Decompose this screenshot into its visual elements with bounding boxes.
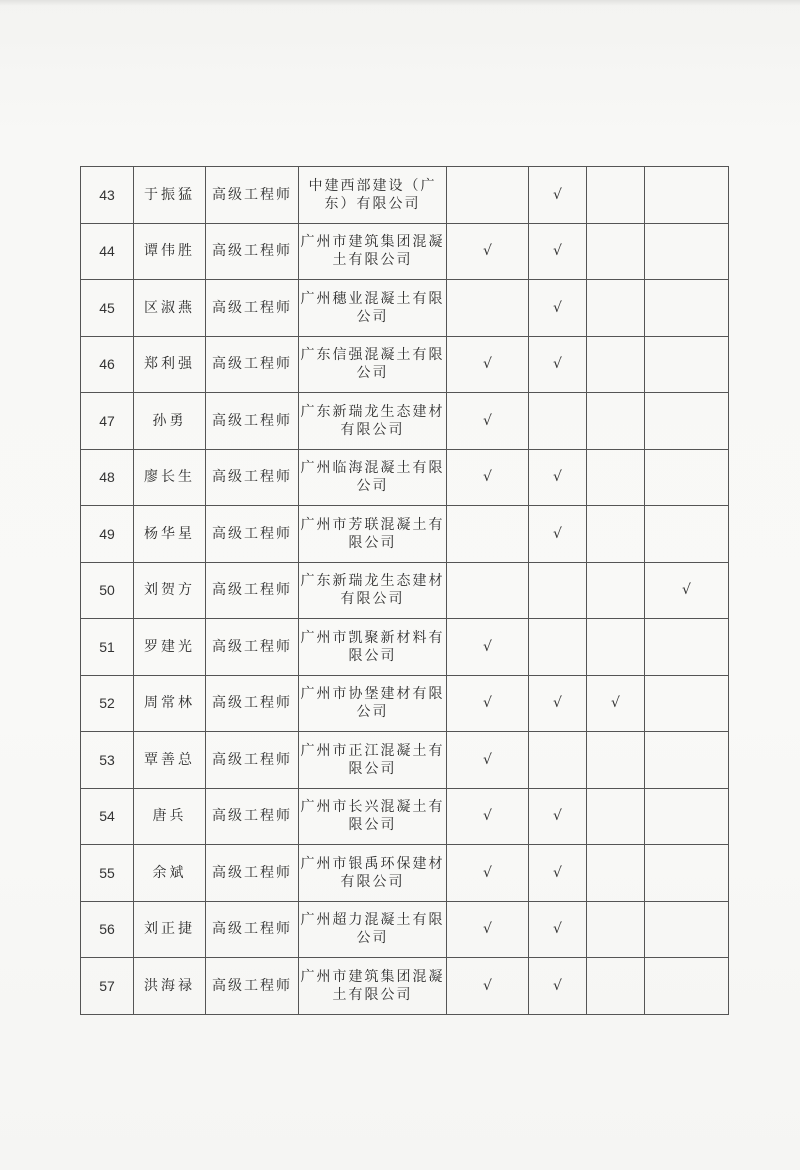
company-name: 广州市正江混凝土有限公司 — [299, 732, 447, 789]
professional-title: 高级工程师 — [206, 562, 299, 619]
check-cell-1: √ — [447, 732, 529, 789]
row-number: 50 — [81, 562, 134, 619]
check-cell-1 — [447, 167, 529, 224]
check-cell-2 — [529, 619, 587, 676]
row-number: 53 — [81, 732, 134, 789]
expert-table — [80, 166, 729, 1015]
check-cell-2: √ — [529, 901, 587, 958]
check-cell-4 — [645, 280, 729, 337]
check-cell-3 — [587, 732, 645, 789]
table-row — [81, 167, 729, 224]
table-row — [81, 619, 729, 676]
check-cell-3 — [587, 958, 645, 1015]
professional-title: 高级工程师 — [206, 393, 299, 450]
check-cell-3 — [587, 393, 645, 450]
check-cell-3 — [587, 223, 645, 280]
company-name: 广州超力混凝土有限公司 — [299, 901, 447, 958]
table-row — [81, 675, 729, 732]
person-name: 罗建光 — [134, 619, 206, 676]
company-name: 广东新瑞龙生态建材有限公司 — [299, 562, 447, 619]
row-number: 52 — [81, 675, 134, 732]
row-number: 45 — [81, 280, 134, 337]
professional-title: 高级工程师 — [206, 449, 299, 506]
check-cell-2 — [529, 732, 587, 789]
check-cell-4 — [645, 788, 729, 845]
person-name: 谭伟胜 — [134, 223, 206, 280]
check-cell-4 — [645, 675, 729, 732]
person-name: 郑利强 — [134, 336, 206, 393]
professional-title: 高级工程师 — [206, 958, 299, 1015]
check-cell-2: √ — [529, 506, 587, 563]
check-cell-4 — [645, 393, 729, 450]
check-cell-4: √ — [645, 562, 729, 619]
check-cell-1: √ — [447, 675, 529, 732]
table-row — [81, 845, 729, 902]
check-cell-2: √ — [529, 788, 587, 845]
check-cell-4 — [645, 619, 729, 676]
table-row — [81, 336, 729, 393]
check-cell-4 — [645, 732, 729, 789]
check-cell-3 — [587, 845, 645, 902]
scan-edge — [0, 0, 800, 6]
table-row — [81, 958, 729, 1015]
check-cell-4 — [645, 506, 729, 563]
check-cell-3 — [587, 788, 645, 845]
person-name: 唐兵 — [134, 788, 206, 845]
company-name: 广东新瑞龙生态建材有限公司 — [299, 393, 447, 450]
person-name: 于振猛 — [134, 167, 206, 224]
check-cell-1: √ — [447, 788, 529, 845]
person-name: 覃善总 — [134, 732, 206, 789]
check-cell-1: √ — [447, 223, 529, 280]
check-cell-2: √ — [529, 958, 587, 1015]
table-body — [81, 167, 729, 1015]
person-name: 孙勇 — [134, 393, 206, 450]
row-number: 51 — [81, 619, 134, 676]
table-row — [81, 223, 729, 280]
person-name: 余斌 — [134, 845, 206, 902]
check-cell-1: √ — [447, 845, 529, 902]
row-number: 48 — [81, 449, 134, 506]
row-number: 44 — [81, 223, 134, 280]
professional-title: 高级工程师 — [206, 788, 299, 845]
company-name: 广州穗业混凝土有限公司 — [299, 280, 447, 337]
check-cell-1: √ — [447, 958, 529, 1015]
professional-title: 高级工程师 — [206, 845, 299, 902]
person-name: 洪海禄 — [134, 958, 206, 1015]
row-number: 49 — [81, 506, 134, 563]
check-cell-2: √ — [529, 280, 587, 337]
check-cell-3 — [587, 336, 645, 393]
table-row — [81, 506, 729, 563]
person-name: 周常林 — [134, 675, 206, 732]
table-row — [81, 732, 729, 789]
check-cell-2 — [529, 393, 587, 450]
check-cell-1: √ — [447, 619, 529, 676]
professional-title: 高级工程师 — [206, 675, 299, 732]
check-cell-4 — [645, 449, 729, 506]
row-number: 47 — [81, 393, 134, 450]
check-cell-1: √ — [447, 336, 529, 393]
table-row — [81, 393, 729, 450]
table-row — [81, 562, 729, 619]
row-number: 55 — [81, 845, 134, 902]
check-cell-2: √ — [529, 223, 587, 280]
check-cell-3: √ — [587, 675, 645, 732]
check-cell-3 — [587, 619, 645, 676]
table-row — [81, 788, 729, 845]
company-name: 广州市建筑集团混凝土有限公司 — [299, 223, 447, 280]
company-name: 广东信强混凝土有限公司 — [299, 336, 447, 393]
check-cell-1: √ — [447, 901, 529, 958]
company-name: 广州市芳联混凝土有限公司 — [299, 506, 447, 563]
company-name: 广州市协堡建材有限公司 — [299, 675, 447, 732]
company-name: 广州临海混凝土有限公司 — [299, 449, 447, 506]
check-cell-4 — [645, 901, 729, 958]
table-row — [81, 901, 729, 958]
person-name: 区淑燕 — [134, 280, 206, 337]
person-name: 杨华星 — [134, 506, 206, 563]
professional-title: 高级工程师 — [206, 732, 299, 789]
row-number: 43 — [81, 167, 134, 224]
company-name: 广州市银禹环保建材有限公司 — [299, 845, 447, 902]
row-number: 57 — [81, 958, 134, 1015]
professional-title: 高级工程师 — [206, 336, 299, 393]
check-cell-4 — [645, 167, 729, 224]
check-cell-3 — [587, 167, 645, 224]
check-cell-3 — [587, 449, 645, 506]
row-number: 54 — [81, 788, 134, 845]
check-cell-1 — [447, 562, 529, 619]
check-cell-4 — [645, 845, 729, 902]
company-name: 广州市建筑集团混凝土有限公司 — [299, 958, 447, 1015]
company-name: 广州市长兴混凝土有限公司 — [299, 788, 447, 845]
row-number: 56 — [81, 901, 134, 958]
professional-title: 高级工程师 — [206, 506, 299, 563]
professional-title: 高级工程师 — [206, 223, 299, 280]
row-number: 46 — [81, 336, 134, 393]
check-cell-2: √ — [529, 336, 587, 393]
check-cell-1 — [447, 506, 529, 563]
check-cell-2 — [529, 562, 587, 619]
check-cell-4 — [645, 223, 729, 280]
professional-title: 高级工程师 — [206, 619, 299, 676]
person-name: 刘正捷 — [134, 901, 206, 958]
check-cell-1 — [447, 280, 529, 337]
company-name: 中建西部建设（广东）有限公司 — [299, 167, 447, 224]
person-name: 刘贺方 — [134, 562, 206, 619]
professional-title: 高级工程师 — [206, 280, 299, 337]
professional-title: 高级工程师 — [206, 167, 299, 224]
check-cell-1: √ — [447, 393, 529, 450]
check-cell-3 — [587, 901, 645, 958]
table-row — [81, 449, 729, 506]
check-cell-4 — [645, 336, 729, 393]
check-cell-3 — [587, 562, 645, 619]
check-cell-3 — [587, 280, 645, 337]
check-cell-3 — [587, 506, 645, 563]
check-cell-2: √ — [529, 449, 587, 506]
person-name: 廖长生 — [134, 449, 206, 506]
table-row — [81, 280, 729, 337]
check-cell-1: √ — [447, 449, 529, 506]
check-cell-2: √ — [529, 845, 587, 902]
check-cell-2: √ — [529, 675, 587, 732]
company-name: 广州市凯聚新材料有限公司 — [299, 619, 447, 676]
professional-title: 高级工程师 — [206, 901, 299, 958]
check-cell-4 — [645, 958, 729, 1015]
check-cell-2: √ — [529, 167, 587, 224]
